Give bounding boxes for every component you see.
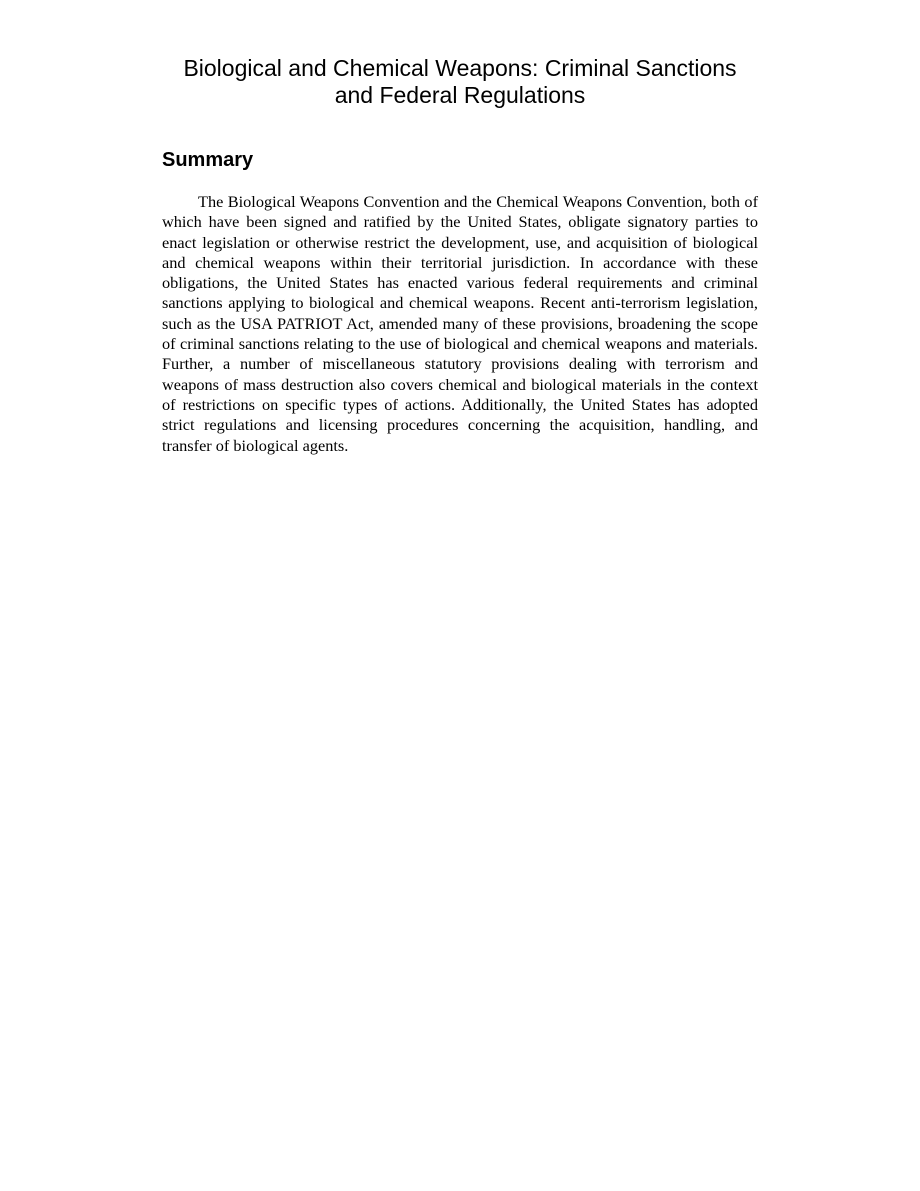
- summary-heading: Summary: [162, 149, 254, 171]
- summary-paragraph: The Biological Weapons Convention and the Chemical Weapons Convention, both of which have been signed and ratified by the United States, obligate signatory parties to enact legislation or otherwise restrict the development, use, and acquisition of biological and chemical weapons within their territorial jurisdiction. In accordance with these obligations, the United States has enacted various federal requirements and criminal sanctions applying to biological and chemical weapons. Recent anti-terrorism legislation, such as the USA PATRIOT Act, amended many of these provisions, broadening the scope of criminal sanctions relating to the use of biological and chemical weapons and materials. Further, a number of miscellaneous statutory provisions dealing with terrorism and weapons of mass destruction also covers chemical and biological materials in the context of restrictions on specific types of actions. Additionally, the United States has adopted strict regulations and licensing procedures concerning the acquisition, handling, and transfer of biological agents.: [162, 192, 758, 455]
- document-title-line-1: Biological and Chemical Weapons: Criminal Sanctions: [183, 55, 737, 81]
- document-title: [160, 55, 760, 109]
- document-title-line-2: and Federal Regulations: [334, 82, 586, 108]
